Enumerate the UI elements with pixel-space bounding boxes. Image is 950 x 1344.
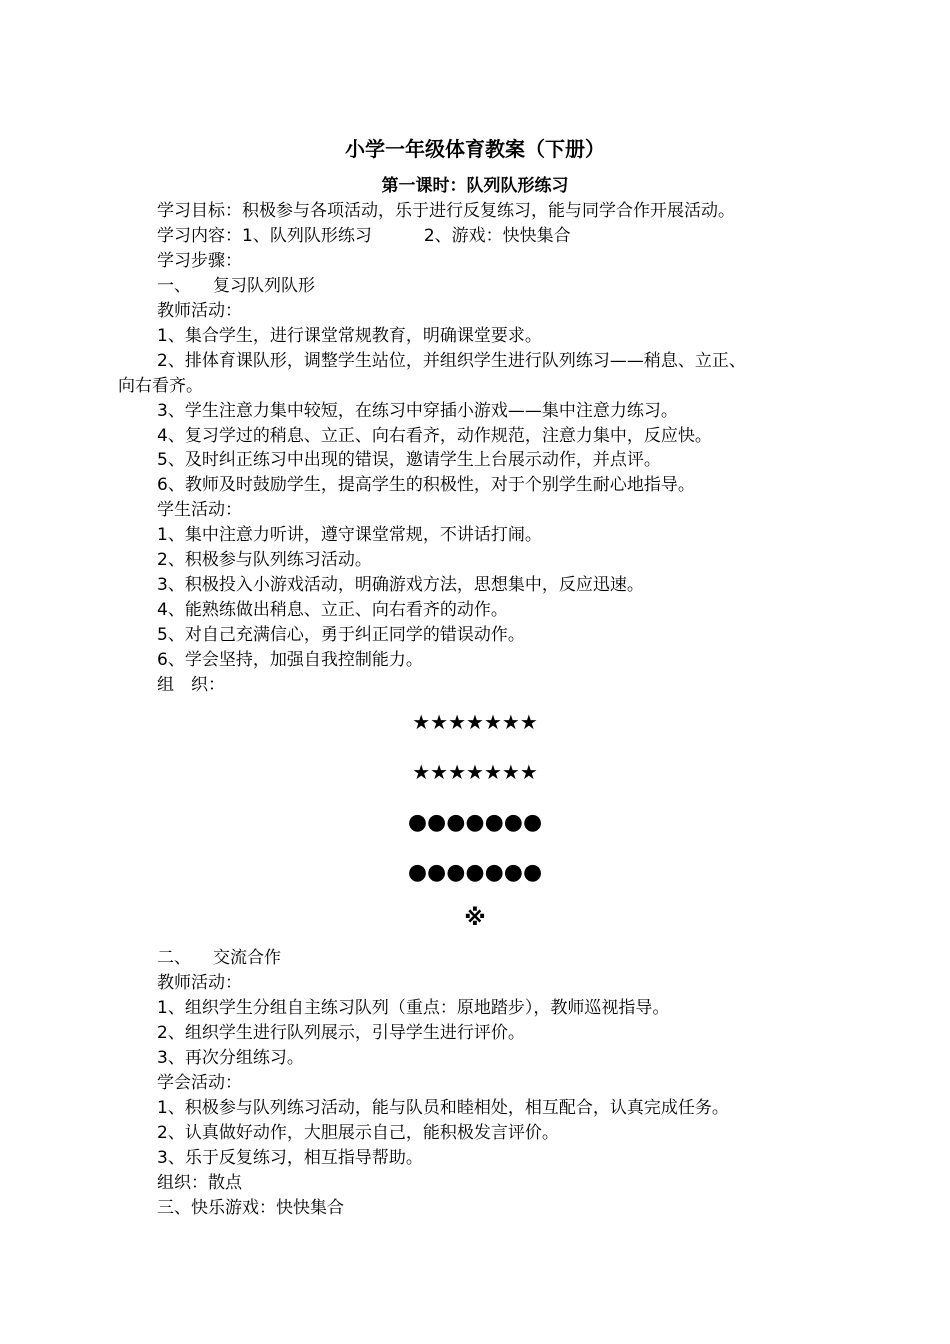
section1-teacher-item: 3、学生注意力集中较短，在练习中穿插小游戏——集中注意力练习。: [157, 401, 678, 421]
section1-teacher-item-continued: 向右看齐。: [118, 376, 203, 396]
section1-teacher-item: 4、复习学过的稍息、立正、向右看齐，动作规范，注意力集中，反应快。: [157, 426, 712, 446]
section1-student-item: 5、对自己充满信心，勇于纠正同学的错误动作。: [157, 625, 525, 645]
formation-row-dots: ●●●●●●●: [407, 860, 543, 885]
section1-teacher-item: 6、教师及时鼓励学生，提高学生的积极性，对于个别学生耐心地指导。: [157, 475, 695, 495]
content-item-2: 2、游戏：快快集合: [423, 226, 571, 246]
section2-student-item: 3、乐于反复练习，相互指导帮助。: [157, 1148, 423, 1168]
section3-heading: 三、快乐游戏：快快集合: [157, 1198, 344, 1218]
section1-teacher-label: 教师活动：: [157, 301, 242, 321]
section2-student-item: 2、认真做好动作，大胆展示自己，能积极发言评价。: [157, 1123, 559, 1143]
section2-teacher-item: 1、组织学生分组自主练习队列（重点：原地踏步），教师巡视指导。: [157, 998, 670, 1018]
section1-number: 一、: [157, 276, 191, 296]
section1-student-item: 6、学会坚持，加强自我控制能力。: [157, 650, 423, 670]
lesson-title: 第一课时：队列队形练习: [381, 176, 569, 196]
formation-row-stars: ★★★★★★★: [412, 760, 538, 784]
section2-student-item: 1、积极参与队列练习活动，能与队员和睦相处，相互配合，认真完成任务。: [157, 1098, 729, 1118]
section2-student-label: 学会活动：: [157, 1073, 242, 1093]
teacher-position-mark: ※: [464, 906, 486, 931]
section1-teacher-item: 2、排体育课队形，调整学生站位，并组织学生进行队列练习——稍息、立正、: [157, 351, 746, 371]
section2-title: 交流合作: [213, 948, 281, 968]
section2-org: 组织：散点: [157, 1173, 242, 1193]
section2-number: 二、: [157, 948, 191, 968]
content-item-1: 学习内容：1、队列队形练习: [157, 226, 372, 246]
section1-heading: [157, 274, 315, 299]
section1-student-label: 学生活动：: [157, 500, 242, 520]
section2-heading: [157, 946, 281, 971]
section2-teacher-label: 教师活动：: [157, 973, 242, 993]
learning-goal: 学习目标：积极参与各项活动，乐于进行反复练习，能与同学合作开展活动。: [157, 201, 735, 221]
section1-student-item: 4、能熟练做出稍息、立正、向右看齐的动作。: [157, 600, 508, 620]
section1-teacher-item: 1、集合学生，进行课堂常规教育，明确课堂要求。: [157, 326, 542, 346]
section2-teacher-item: 3、再次分组练习。: [157, 1048, 304, 1068]
steps-label: 学习步骤：: [157, 251, 242, 271]
section1-title: 复习队列队形: [213, 276, 315, 296]
section1-teacher-item: 5、及时纠正练习中出现的错误，邀请学生上台展示动作，并点评。: [157, 450, 661, 470]
learning-content: [157, 224, 571, 249]
section2-teacher-item: 2、组织学生进行队列展示，引导学生进行评价。: [157, 1023, 525, 1043]
formation-row-stars: ★★★★★★★: [412, 710, 538, 734]
section1-student-item: 3、积极投入小游戏活动，明确游戏方法，思想集中，反应迅速。: [157, 575, 644, 595]
section1-student-item: 2、积极参与队列练习活动。: [157, 550, 372, 570]
section1-student-item: 1、集中注意力听讲，遵守课堂常规，不讲话打闹。: [157, 525, 542, 545]
formation-row-dots: ●●●●●●●: [407, 810, 543, 835]
section1-org-label: 组 织：: [157, 675, 225, 695]
document-title: 小学一年级体育教案（下册）: [345, 137, 605, 161]
